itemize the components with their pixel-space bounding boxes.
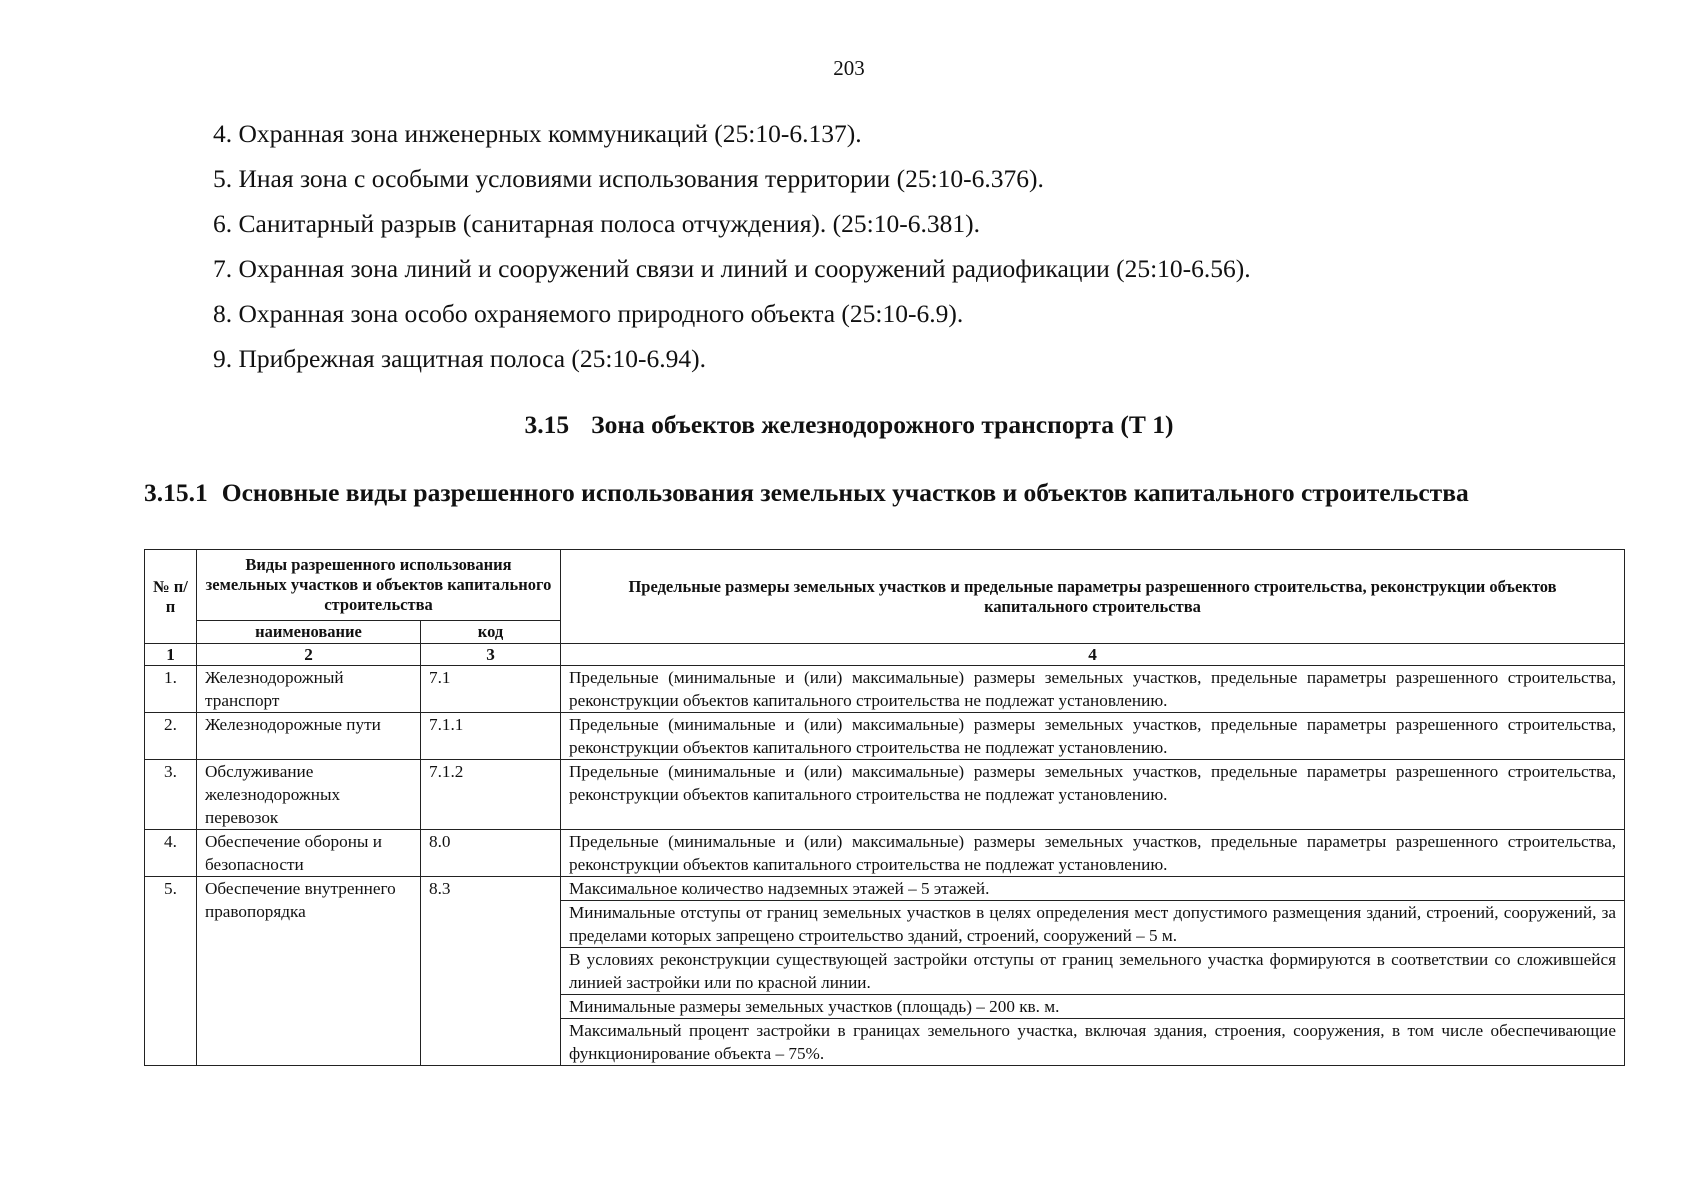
row-number: 5. [145,877,197,1066]
row-params: Минимальные размеры земельных участков (площадь) – 200 кв. м. [561,995,1625,1019]
row-name: Железнодорожные пути [197,713,421,760]
list-item: 6. Санитарный разрыв (санитарная полоса отчуждения). (25:10-6.381). [213,209,980,238]
table-row [145,830,1625,877]
header-code: код [421,621,561,644]
list-item: 9. Прибрежная защитная полоса (25:10-6.94). [213,344,706,373]
table-row [145,760,1625,830]
row-code: 7.1 [421,666,561,713]
column-number: 3 [421,644,561,666]
table-row [145,877,1625,901]
header-name: наименование [197,621,421,644]
row-number: 1. [145,666,197,713]
table-header-row [145,550,1625,621]
subsection-title: Основные виды разрешенного использования земельных участков и объектов капитального строительства [221,478,1469,507]
row-code: 8.0 [421,830,561,877]
column-number: 2 [197,644,421,666]
row-params: Предельные (минимальные и (или) максимальные) размеры земельных участков, предельные параметры разрешенного строительства, реконструкции объектов капитального строительства не подлежат установлению. [561,666,1625,713]
row-code: 7.1.1 [421,713,561,760]
row-params: Минимальные отступы от границ земельных участков в целях определения мест допустимого размещения зданий, строений, сооружений, за пределами которых запрещено строительство зданий, строений, сооружений – 5 м. [561,901,1625,948]
section-heading [0,410,1698,440]
row-number: 3. [145,760,197,830]
row-name: Обслуживание железнодорожных перевозок [197,760,421,830]
row-params: Предельные (минимальные и (или) максимальные) размеры земельных участков, предельные параметры разрешенного строительства, реконструкции объектов капитального строительства не подлежат установлению. [561,713,1625,760]
column-number: 1 [145,644,197,666]
list-item: 5. Иная зона с особыми условиями использования территории (25:10-6.376). [213,164,1044,193]
column-number: 4 [561,644,1625,666]
row-code: 8.3 [421,877,561,1066]
land-use-table [144,549,1625,1066]
list-item: 8. Охранная зона особо охраняемого природного объекта (25:10-6.9). [213,299,964,328]
row-name: Обеспечение внутреннего правопорядка [197,877,421,1066]
subsection-number: 3.15.1 [144,478,208,507]
row-params: Максимальное количество надземных этажей – 5 этажей. [561,877,1625,901]
list-item: 4. Охранная зона инженерных коммуникаций (25:10-6.137). [213,119,862,148]
row-params: Предельные (минимальные и (или) максимальные) размеры земельных участков, предельные параметры разрешенного строительства, реконструкции объектов капитального строительства не подлежат установлению. [561,830,1625,877]
table-row [145,666,1625,713]
row-number: 4. [145,830,197,877]
row-params: Максимальный процент застройки в границах земельного участка, включая здания, строения, сооружения, в том числе обеспечивающие функционирование объекта – 75%. [561,1019,1625,1066]
row-name: Железнодорожный транспорт [197,666,421,713]
row-code: 7.1.2 [421,760,561,830]
row-params: В условиях реконструкции существующей застройки отступы от границ земельного участка формируются в соответствии со сложившейся линией застройки или по красной линии. [561,948,1625,995]
row-number: 2. [145,713,197,760]
row-params: Предельные (минимальные и (или) максимальные) размеры земельных участков, предельные параметры разрешенного строительства, реконструкции объектов капитального строительства не подлежат установлению. [561,760,1625,830]
zone-list [213,111,1513,381]
table-row [145,713,1625,760]
list-item: 7. Охранная зона линий и сооружений связи и линий и сооружений радиофикации (25:10-6.56). [213,254,1251,283]
column-numbers-row [145,644,1625,666]
section-number: 3.15 [524,410,570,439]
header-limits: Предельные размеры земельных участков и предельные параметры разрешенного строительства, реконструкции объектов капитального строительства [561,550,1625,644]
subsection-heading [144,478,1624,508]
header-num: № п/п [145,550,197,644]
row-name: Обеспечение обороны и безопасности [197,830,421,877]
section-title: Зона объектов железнодорожного транспорта (Т 1) [591,410,1174,439]
header-use-types: Виды разрешенного использования земельных участков и объектов капитального строительства [197,550,561,621]
page-number: 203 [833,56,865,80]
